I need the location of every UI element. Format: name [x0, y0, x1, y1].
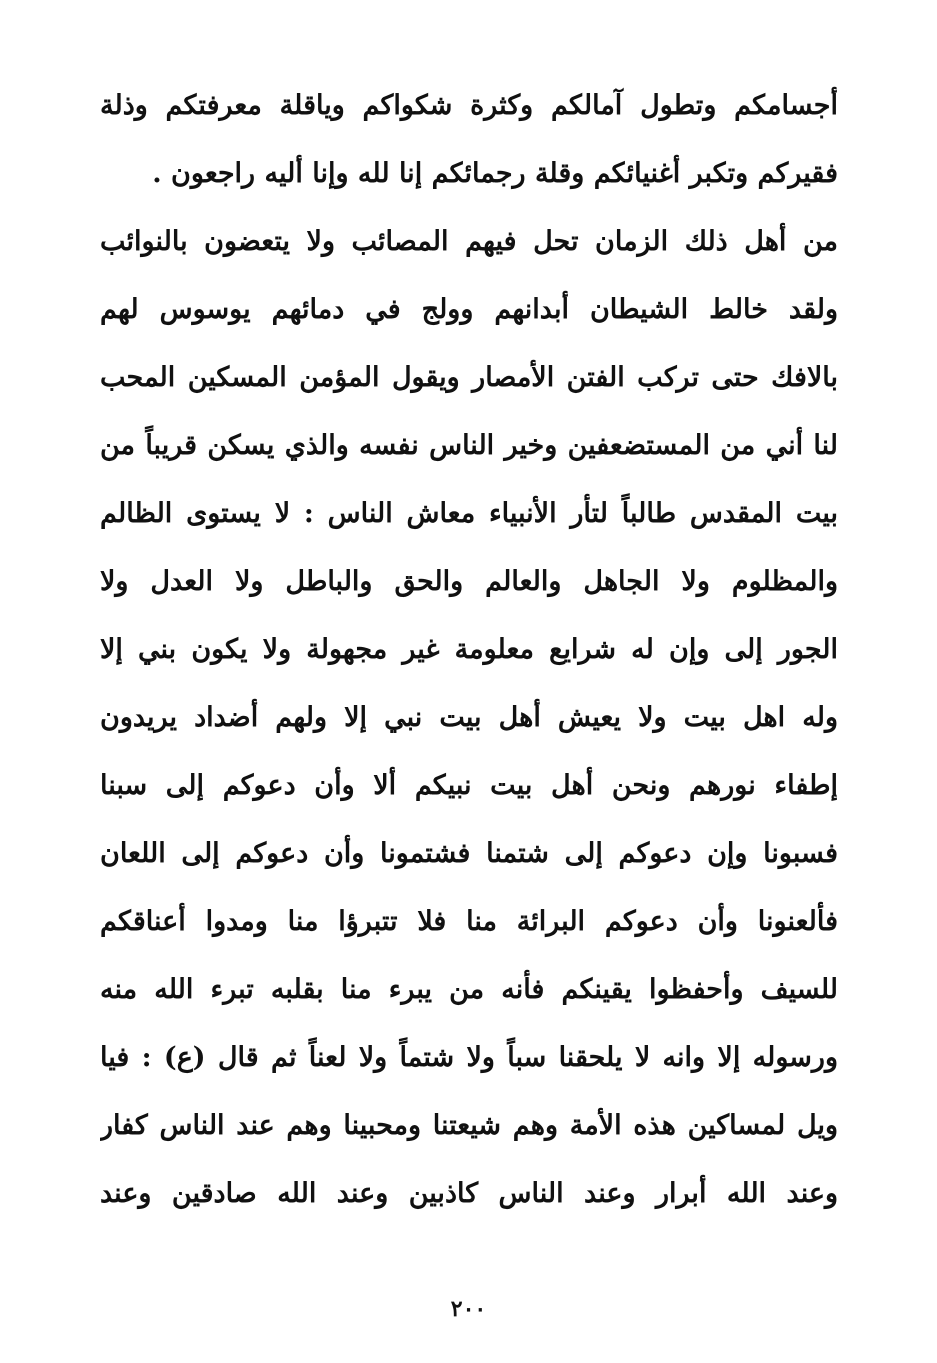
text-line: بالافك حتى تركب الفتن الأمصار ويقول المؤمن المسكين المحب [100, 362, 838, 393]
page-number: ٢٠٠ [450, 1296, 487, 1322]
text-line: لنا أني من المستضعفين وخير الناس نفسه والذي يسكن قريباً من [100, 430, 838, 461]
body-text [100, 72, 838, 1228]
text-line: ويل لمساكين هذه الأمة وهم شيعتنا ومحبينا وهم عند الناس كفار [100, 1110, 838, 1141]
text-line: وعند الله أبرار وعند الناس كاذبين وعند الله صادقين وعند [100, 1178, 838, 1209]
text-line: فسبونا وإن دعوكم إلى شتمنا فشتمونا وأن دعوكم إلى اللعان [100, 838, 838, 869]
text-line: للسيف وأحفظوا يقينكم فأنه من يبرء منا بقلبه تبرء الله منه [100, 974, 838, 1005]
text-line: وله اهل بيت ولا يعيش أهل بيت نبي إلا ولهم أضداد يريدون [100, 702, 838, 733]
text-line: أجسامكم وتطول آمالكم وكثرة شكواكم وياقلة معرفتكم وذلة [100, 90, 838, 121]
text-line: فألعنونا وأن دعوكم البرائة منا فلا تتبرؤا منا ومدوا أعناقكم [100, 906, 838, 937]
text-line: ورسوله إلا وانه لا يلحقنا سباً ولا شتماً ولا لعناً ثم قال (ع) : فيا [100, 1042, 838, 1073]
text-line: من أهل ذلك الزمان تحل فيهم المصائب ولا يتعضون بالنوائب [100, 226, 838, 257]
text-line: والمظلوم ولا الجاهل والعالم والحق والباطل ولا العدل ولا [100, 566, 838, 597]
text-line: فقيركم وتكبر أغنيائكم وقلة رجمائكم إنا لله وإنا أليه راجعون . [152, 158, 838, 189]
text-line: ولقد خالط الشيطان أبدانهم وولج في دمائهم يوسوس لهم [100, 294, 838, 325]
text-line: بيت المقدس طالباً لتأر الأنبياء معاش الناس : لا يستوى الظالم [100, 498, 838, 529]
text-line: إطفاء نورهم ونحن أهل بيت نبيكم ألا وأن دعوكم إلى سبنا [100, 770, 838, 801]
text-line: الجور إلى وإن له شرايع معلومة غير مجهولة ولا يكون بني إلا [100, 634, 838, 665]
